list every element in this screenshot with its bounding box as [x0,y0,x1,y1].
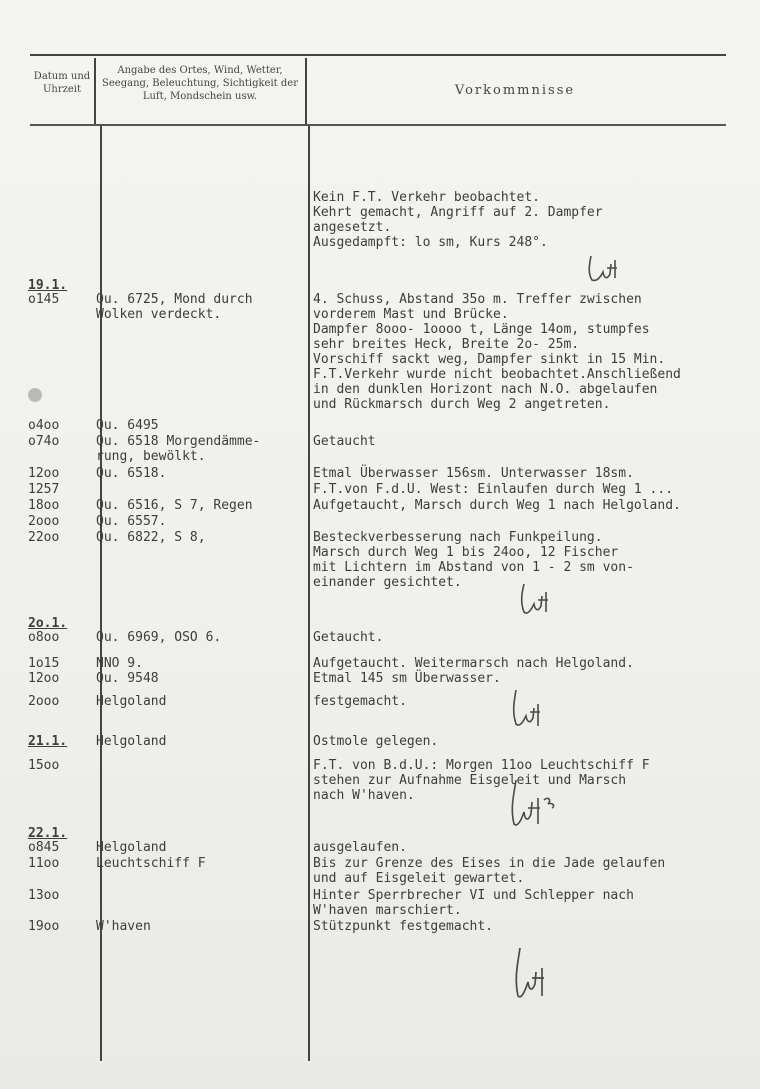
entry-time: 15oo [28,758,60,773]
entry-date: 2o.1. [28,616,68,631]
entry-time: 12oo [28,466,60,481]
entry-events: Hinter Sperrbrecher VI und Schlepper nach W'haven marschiert. [313,888,634,918]
header-rule [30,124,726,126]
entry-place: Qu. 6557. [96,514,167,529]
signature-initials [516,582,556,622]
entry-place: Qu. 6518. [96,466,167,481]
signature-initials [502,778,562,834]
entry-time: 2ooo [28,694,60,709]
entry-date: 22.1. [28,826,68,841]
header-events: Vorkommnisse [454,83,576,98]
entry-time: 12oo [28,671,60,686]
entry-events: Stützpunkt festgemacht. [313,919,494,934]
entry-date: 19.1. [28,278,68,293]
entry-events: Aufgetaucht. Weitermarsch nach Helgoland. [313,656,634,671]
entry-place: Qu. 9548 [96,671,159,686]
punch-hole [28,388,42,402]
entry-events: festgemacht. [313,694,407,709]
entry-events: Getaucht. [313,630,384,645]
entry-time: 19oo [28,919,60,934]
entry-date: 21.1. [28,734,68,749]
entry-time: 2ooo [28,514,60,529]
entry-place: Helgoland [96,840,167,855]
header-date-time: Datum und Uhrzeit [33,71,91,95]
entry-place: NNO 9. [96,656,143,671]
signature-initials [508,946,554,1004]
entry-events: Besteckverbesserung nach Funkpeilung. Marsch durch Weg 1 bis 24oo, 12 Fischer mit Lichtern im Abstand von 1 - 2 sm von- einander gesichtet. [313,530,634,590]
entry-place: Helgoland [96,734,167,749]
signature-initials [506,688,550,736]
entry-events: Bis zur Grenze des Eises in die Jade gelaufen und auf Eisgeleit gewartet. [313,856,666,886]
entry-time: 22oo [28,530,60,545]
entry-events: F.T. von B.d.U.: Morgen 11oo Leuchtschiff F stehen zur Aufnahme Eisgeleit und Marsch nach W'haven. [313,758,650,803]
entry-time: 11oo [28,856,60,871]
entry-time: o4oo [28,418,60,433]
entry-place: Helgoland [96,694,167,709]
entry-time: o74o [28,434,60,449]
header-place-weather: Angabe des Ortes, Wind, Wetter, Seegang, Beleuchtung, Sichtigkeit der Luft, Mondschein usw. [102,65,298,102]
entry-events: 4. Schuss, Abstand 35o m. Treffer zwischen vorderem Mast und Brücke. Dampfer 8ooo- 1oooo t, Länge 14om, stumpfes sehr breites Heck, Breite 2o- 25m. Vorschiff sackt weg, Dampfer sinkt in 15 Min. F.T.Verkehr wurde nicht beobachtet.Anschließend in den dunklen Horizont nach N.O. abgelaufen und Rückmarsch durch Weg 2 angetreten. [313,292,681,412]
entry-time: 18oo [28,498,60,513]
entry-time: 1o15 [28,656,60,671]
top-rule [30,54,726,56]
column-divider [308,126,310,1061]
entry-place: Qu. 6518 Morgendämme- rung, bewölkt. [96,434,261,464]
entry-events: Kein F.T. Verkehr beobachtet. Kehrt gemacht, Angriff auf 2. Dampfer angesetzt. Ausgedampft: lo sm, Kurs 248°. [313,190,603,250]
entry-time: o8oo [28,630,60,645]
entry-place: Leuchtschiff F [96,856,206,871]
entry-events: Etmal Überwasser 156sm. Unterwasser 18sm. [313,466,634,481]
entry-events: Ostmole gelegen. [313,734,439,749]
entry-time: 13oo [28,888,60,903]
entry-place: Qu. 6725, Mond durch Wolken verdeckt. [96,292,253,322]
entry-time: o845 [28,840,60,855]
column-divider [305,58,307,124]
entry-place: W'haven [96,919,151,934]
entry-place: Qu. 6495 [96,418,159,433]
entry-time: o145 [28,292,60,307]
entry-events: Getaucht [313,434,376,449]
entry-time: 1257 [28,482,60,497]
entry-place: Qu. 6516, S 7, Regen [96,498,253,513]
entry-events: F.T.von F.d.U. West: Einlaufen durch Weg 1 ... [313,482,674,497]
signature-initials [585,252,625,286]
entry-place: Qu. 6969, OSO 6. [96,630,222,645]
entry-place: Qu. 6822, S 8, [96,530,206,545]
entry-events: ausgelaufen. [313,840,407,855]
entry-events: Etmal 145 sm Überwasser. [313,671,501,686]
entry-events: Aufgetaucht, Marsch durch Weg 1 nach Helgoland. [313,498,681,513]
